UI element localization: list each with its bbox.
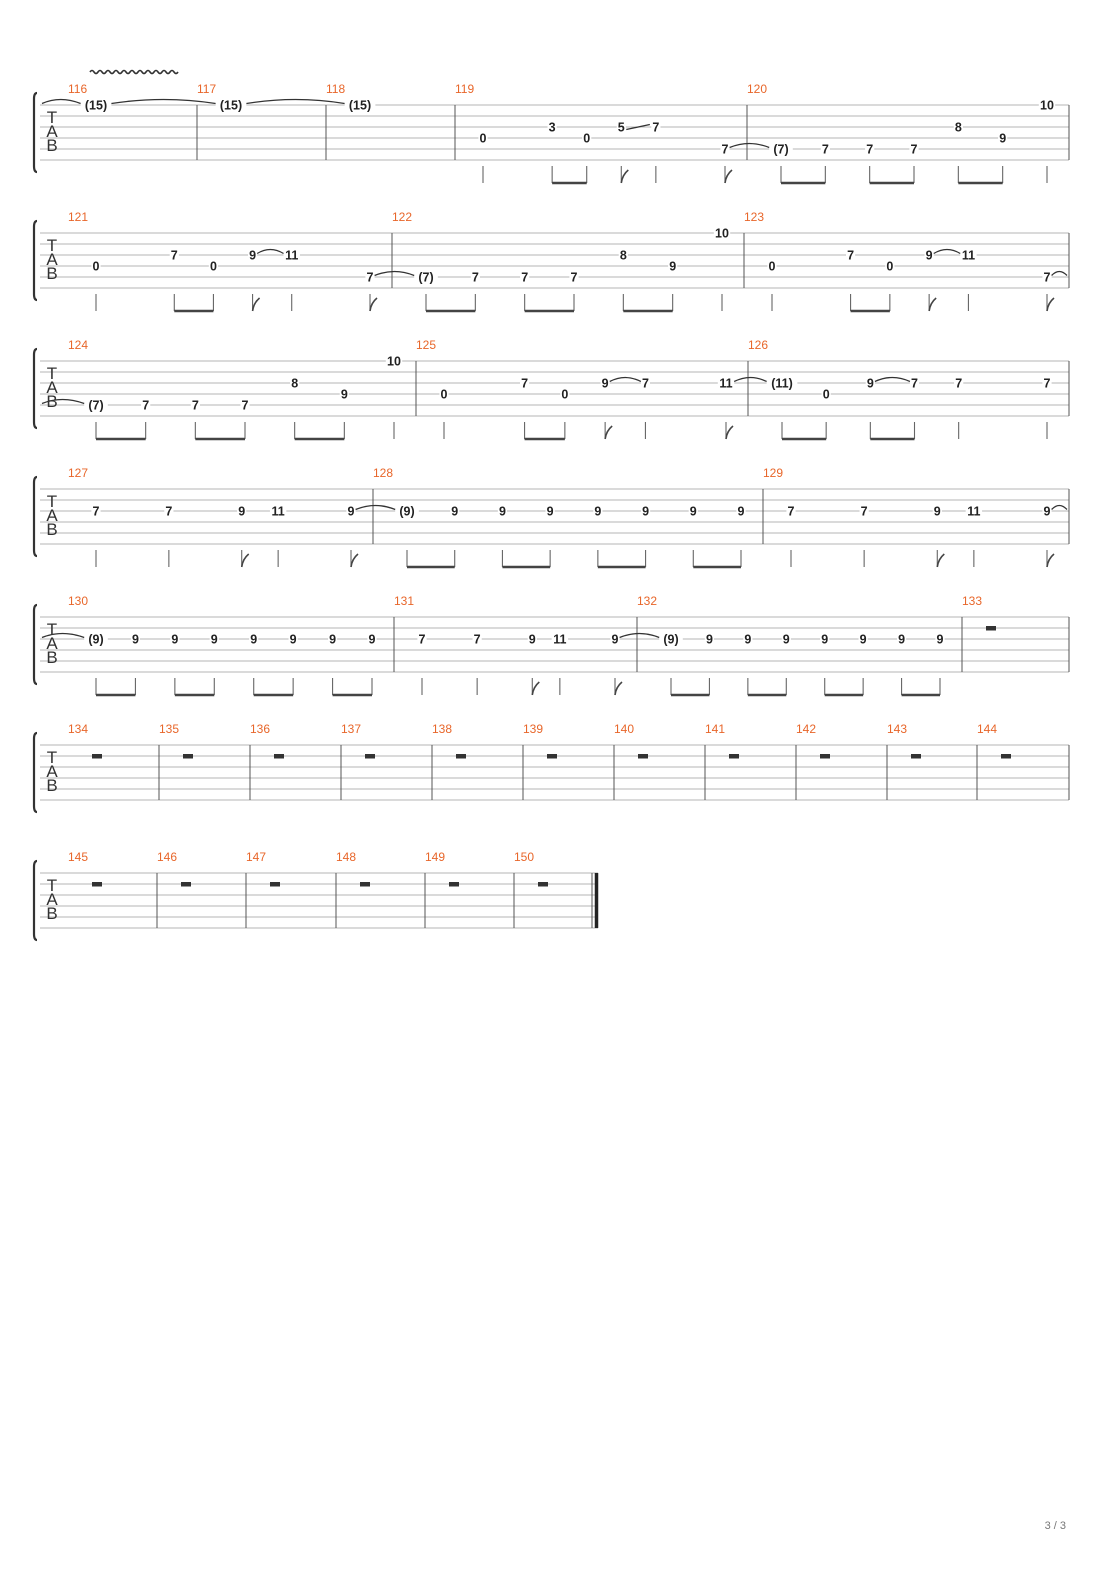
fret-number: 9: [689, 504, 697, 519]
fret-number: 7: [955, 376, 963, 391]
fret-number: (15): [348, 98, 372, 113]
measure-number: 130: [68, 594, 89, 608]
measure-number: 147: [246, 850, 267, 864]
measure: [246, 850, 280, 887]
tab-system: [34, 71, 1069, 184]
tab-clef-letter: A: [46, 634, 58, 653]
measure-number: 117: [197, 82, 217, 96]
whole-rest: [547, 754, 557, 759]
measure-number: 140: [614, 722, 635, 736]
fret-number: 7: [521, 376, 529, 391]
measure: [68, 850, 102, 887]
fret-number: (15): [219, 98, 243, 113]
note-flag: [253, 298, 260, 311]
tab-clef-letter: B: [46, 264, 58, 283]
fret-number: 10: [1040, 98, 1054, 113]
system-bracket: [34, 733, 37, 812]
whole-rest: [183, 754, 193, 759]
fret-number: 7: [170, 248, 178, 263]
fret-number: 5: [617, 120, 625, 135]
tab-clef-letter: B: [46, 776, 58, 795]
measure-number: 123: [744, 210, 765, 224]
fret-number: 7: [142, 398, 150, 413]
measure-number: 139: [523, 722, 544, 736]
measure: [336, 850, 370, 887]
tab-clef-letter: A: [46, 250, 58, 269]
fret-number: 9: [528, 632, 536, 647]
measure: [748, 338, 1052, 439]
tie-arc: [730, 144, 770, 148]
note-flag: [1047, 554, 1054, 567]
measure: [392, 210, 730, 311]
measure: [68, 210, 377, 311]
tab-clef-letter: T: [46, 748, 58, 767]
fret-number: 7: [1043, 270, 1051, 285]
tab-system: [34, 338, 1069, 439]
tab-clef-letter: A: [46, 506, 58, 525]
tie-arc: [246, 100, 344, 104]
measure-number: 142: [796, 722, 817, 736]
measure-number: 135: [159, 722, 180, 736]
fret-number: 8: [954, 120, 962, 135]
whole-rest: [820, 754, 830, 759]
measure-number: 149: [425, 850, 446, 864]
measure: [455, 82, 732, 183]
fret-number: 7: [418, 632, 426, 647]
tab-system: [34, 466, 1069, 567]
fret-number: 9: [249, 248, 257, 263]
measure-number: 150: [514, 850, 535, 864]
tab-clef-letter: T: [46, 492, 58, 511]
note-flag: [370, 298, 377, 311]
whole-rest: [538, 882, 548, 887]
measure: [157, 850, 191, 887]
measure: [373, 466, 746, 567]
system-bracket: [34, 221, 37, 300]
whole-rest: [92, 754, 102, 759]
fret-number: 9: [498, 504, 506, 519]
fret-number: 9: [1043, 504, 1051, 519]
fret-number: 9: [999, 131, 1007, 146]
tab-clef-letter: A: [46, 378, 58, 397]
whole-rest: [1001, 754, 1011, 759]
fret-number: (9): [399, 504, 415, 519]
measure: [887, 722, 921, 759]
measure: [432, 722, 466, 759]
measure-number: 119: [455, 82, 475, 96]
tab-system: [34, 210, 1069, 311]
slur-arc: [934, 250, 960, 254]
fret-number: 7: [241, 398, 249, 413]
fret-number: 7: [473, 632, 481, 647]
measure: [425, 850, 459, 887]
fret-number: 0: [886, 259, 894, 274]
measure: [962, 594, 996, 631]
measure-number: 124: [68, 338, 89, 352]
fret-number: 8: [291, 376, 299, 391]
fret-number: 7: [847, 248, 855, 263]
tab-clef-letter: B: [46, 904, 58, 923]
fret-number: 3: [548, 120, 556, 135]
measure: [159, 722, 193, 759]
system-bracket: [34, 477, 37, 556]
fret-number: 7: [652, 120, 660, 135]
fret-number: 7: [860, 504, 868, 519]
fret-number: 9: [368, 632, 376, 647]
tab-clef-letter: A: [46, 890, 58, 909]
measure-number: 126: [748, 338, 769, 352]
note-flag: [1047, 298, 1054, 311]
fret-number: 8: [619, 248, 627, 263]
fret-number: 7: [641, 376, 649, 391]
fret-number: 10: [715, 226, 729, 241]
fret-number: 9: [642, 504, 650, 519]
fret-number: 9: [250, 632, 258, 647]
measure-number: 137: [341, 722, 362, 736]
measure-number: 134: [68, 722, 89, 736]
note-flag: [351, 554, 358, 567]
measure: [796, 722, 830, 759]
fret-number: 9: [936, 632, 944, 647]
tab-clef-letter: B: [46, 648, 58, 667]
measure-number: 138: [432, 722, 453, 736]
fret-number: 9: [546, 504, 554, 519]
measure-number: 145: [68, 850, 89, 864]
system-bracket: [34, 861, 37, 940]
tab-clef-letter: A: [46, 122, 58, 141]
fret-number: 11: [719, 376, 733, 391]
measure: [197, 82, 246, 113]
fret-number: 9: [782, 632, 790, 647]
measure-number: 120: [747, 82, 768, 96]
tab-clef-letter: B: [46, 136, 58, 155]
fret-number: 7: [521, 270, 529, 285]
measure-number: 121: [68, 210, 89, 224]
tab-clef-letter: A: [46, 762, 58, 781]
note-flag: [621, 170, 628, 183]
whole-rest: [270, 882, 280, 887]
note-flag: [725, 170, 732, 183]
measure-number: 143: [887, 722, 908, 736]
fret-number: 9: [669, 259, 677, 274]
measure: [68, 466, 358, 567]
measure: [326, 82, 375, 113]
fret-number: 7: [911, 376, 918, 391]
tab-clef-letter: T: [46, 620, 58, 639]
fret-number: (7): [88, 398, 104, 413]
fret-number: (7): [418, 270, 434, 285]
measure-number: 136: [250, 722, 271, 736]
measure: [250, 722, 284, 759]
tie-arc: [620, 634, 660, 638]
whole-rest: [274, 754, 284, 759]
fret-number: 0: [209, 259, 217, 274]
measure: [394, 594, 622, 695]
fret-number: 9: [821, 632, 829, 647]
tab-system: [34, 594, 1069, 695]
fret-number: 10: [387, 354, 401, 369]
whole-rest: [638, 754, 648, 759]
system-bracket: [34, 349, 37, 428]
system-bracket: [34, 93, 37, 172]
tab-system: [34, 722, 1069, 812]
fret-number: (11): [771, 376, 793, 391]
tab-clef-letter: T: [46, 876, 58, 895]
system-bracket: [34, 605, 37, 684]
measure-number: 148: [336, 850, 357, 864]
measure-number: 122: [392, 210, 413, 224]
measure-number: 141: [705, 722, 726, 736]
whole-rest: [92, 882, 102, 887]
fret-number: 7: [1043, 376, 1051, 391]
fret-number: 9: [347, 504, 355, 519]
measure: [977, 722, 1011, 759]
fret-number: 7: [366, 270, 374, 285]
note-flag: [726, 426, 733, 439]
fret-number: (9): [663, 632, 679, 647]
note-flag: [605, 426, 612, 439]
fret-number: 9: [329, 632, 337, 647]
fret-number: 9: [340, 387, 348, 402]
fret-number: 9: [171, 632, 179, 647]
fret-number: 0: [768, 259, 776, 274]
measure-number: 129: [763, 466, 784, 480]
measure: [744, 210, 1054, 311]
fret-number: 7: [821, 142, 829, 157]
fret-number: (15): [84, 98, 108, 113]
whole-rest: [729, 754, 739, 759]
fret-number: 7: [570, 270, 578, 285]
tie-arc-outgoing: [1052, 506, 1067, 510]
fret-number: 9: [289, 632, 297, 647]
measure: [763, 466, 1054, 567]
fret-number: 7: [165, 504, 173, 519]
measure: [514, 850, 548, 887]
tab-clef-letter: T: [46, 236, 58, 255]
tie-arc: [375, 272, 415, 276]
fret-number: 11: [553, 632, 567, 647]
fret-number: 9: [705, 632, 713, 647]
fret-number: 9: [925, 248, 933, 263]
tie-arc: [111, 100, 215, 104]
measure-number: 128: [373, 466, 394, 480]
fret-number: 9: [210, 632, 218, 647]
measure-number: 146: [157, 850, 178, 864]
whole-rest: [181, 882, 191, 887]
note-flag: [532, 682, 539, 695]
fret-number: 7: [92, 504, 100, 519]
measure: [705, 722, 739, 759]
fret-number: 9: [933, 504, 941, 519]
tab-clef-letter: B: [46, 392, 58, 411]
measure-number: 125: [416, 338, 437, 352]
fret-number: 0: [440, 387, 448, 402]
fret-number: (7): [773, 142, 789, 157]
measure: [68, 338, 402, 439]
tab-clef-letter: B: [46, 520, 58, 539]
measure: [68, 82, 111, 113]
fret-number: 9: [898, 632, 906, 647]
tab-system: [34, 850, 598, 940]
fret-number: 0: [822, 387, 830, 402]
fret-number: 7: [866, 142, 874, 157]
fret-number: 11: [285, 248, 299, 263]
measure: [747, 82, 1055, 183]
measure-number: 132: [637, 594, 658, 608]
fret-number: 0: [561, 387, 569, 402]
measure-number: 133: [962, 594, 983, 608]
fret-number: 11: [967, 504, 981, 519]
fret-number: 9: [238, 504, 246, 519]
page-number: 3 / 3: [1044, 1520, 1066, 1532]
whole-rest: [456, 754, 466, 759]
fret-number: 7: [471, 270, 479, 285]
fret-number: 7: [787, 504, 795, 519]
measure-number: 118: [326, 82, 346, 96]
tie-arc-incoming: [42, 100, 81, 104]
measure-number: 144: [977, 722, 998, 736]
slur-arc: [875, 378, 910, 382]
fret-number: 0: [479, 131, 487, 146]
fret-number: 9: [737, 504, 745, 519]
measure-number: 131: [394, 594, 415, 608]
whole-rest: [360, 882, 370, 887]
measure-number: 116: [68, 82, 88, 96]
whole-rest: [911, 754, 921, 759]
vibrato-mark: [90, 71, 178, 74]
fret-number: 7: [191, 398, 199, 413]
tab-clef-letter: T: [46, 364, 58, 383]
fret-number: 0: [92, 259, 100, 274]
fret-number: 9: [594, 504, 602, 519]
fret-number: 11: [271, 504, 285, 519]
fret-number: 9: [131, 632, 139, 647]
note-flag: [937, 554, 944, 567]
fret-number: 0: [583, 131, 591, 146]
tie-arc-outgoing: [1052, 272, 1067, 276]
fret-number: 7: [910, 142, 918, 157]
measure: [523, 722, 557, 759]
measure: [68, 594, 377, 695]
whole-rest: [365, 754, 375, 759]
slur-arc: [610, 378, 641, 382]
measure: [341, 722, 375, 759]
tab-clef-letter: T: [46, 108, 58, 127]
measure: [416, 338, 734, 439]
tie-arc: [734, 378, 766, 382]
tie-arc: [356, 506, 396, 510]
measure-number: 127: [68, 466, 89, 480]
fret-number: 9: [859, 632, 867, 647]
measure: [637, 594, 945, 695]
fret-number: 7: [721, 142, 729, 157]
fret-number: (9): [88, 632, 104, 647]
fret-number: 11: [961, 248, 976, 263]
fret-number: 9: [866, 376, 874, 391]
whole-rest: [449, 882, 459, 887]
measure: [614, 722, 648, 759]
fret-number: 9: [601, 376, 609, 391]
note-flag: [242, 554, 249, 567]
fret-number: 9: [451, 504, 459, 519]
measure: [68, 722, 102, 759]
fret-number: 9: [611, 632, 619, 647]
fret-number: 9: [744, 632, 752, 647]
whole-rest: [986, 626, 996, 631]
note-flag: [929, 298, 936, 311]
note-flag: [615, 682, 622, 695]
slur-arc: [257, 250, 283, 254]
